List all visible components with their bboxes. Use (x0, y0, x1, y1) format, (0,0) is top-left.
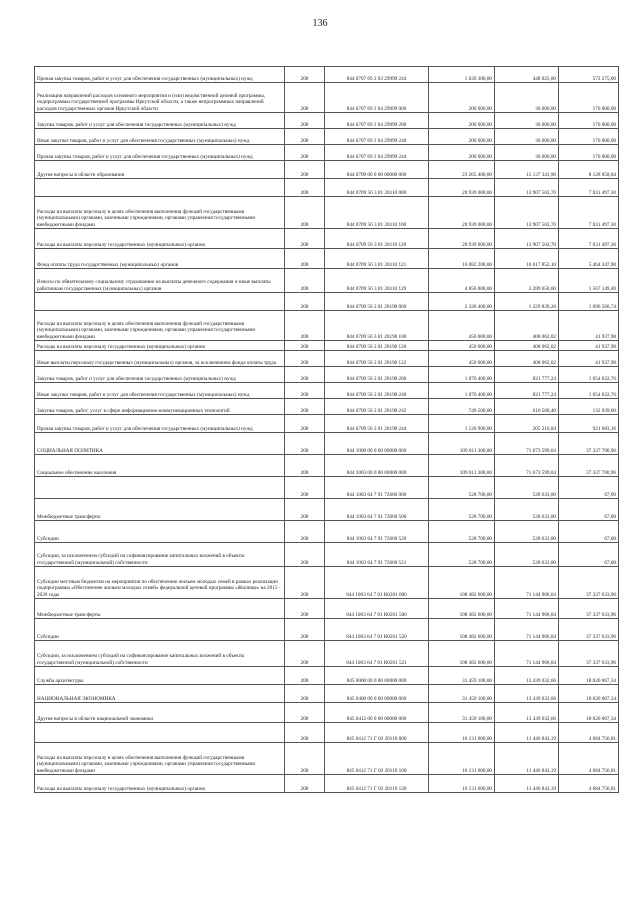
row-budget-code-cell: 844 1003 64 7 01 R0201 520 (325, 619, 429, 641)
row-unexecuted-amount-cell: 37 337 633,96 (559, 619, 619, 641)
row-admin-code-cell: 200 (285, 775, 325, 793)
row-executed-amount-cell: 448 025,00 (495, 67, 559, 83)
row-unexecuted-amount-cell: 67,00 (559, 477, 619, 499)
row-executed-amount-cell: 15 137 341,96 (495, 161, 559, 179)
table-row (35, 433, 619, 455)
row-admin-code-cell: 200 (285, 129, 325, 145)
row-executed-amount-cell: 11 446 843,19 (495, 723, 559, 743)
row-budget-code-cell: 844 1003 64 7 01 72660 000 (325, 477, 429, 499)
row-unexecuted-amount-cell: 7 031 497,30 (559, 229, 619, 249)
table-row (35, 249, 619, 269)
row-name-cell: Закупка товаров, работ, услуг в сфере информационно-коммуникационных технологий (35, 399, 285, 415)
row-admin-code-cell: 200 (285, 521, 325, 543)
row-unexecuted-amount-cell: 4 684 756,81 (559, 723, 619, 743)
row-budget-code-cell: 844 1003 64 7 01 R0201 000 (325, 567, 429, 599)
row-executed-amount-cell: 408 062,02 (495, 341, 559, 351)
table-row (35, 293, 619, 311)
row-approved-amount-cell: 108 482 600,00 (429, 567, 495, 599)
row-unexecuted-amount-cell: 7 031 497,30 (559, 179, 619, 197)
row-approved-amount-cell: 200 000,00 (429, 83, 495, 113)
row-approved-amount-cell: 108 482 600,00 (429, 641, 495, 667)
row-approved-amount-cell: 108 482 600,00 (429, 599, 495, 619)
row-unexecuted-amount-cell: 170 000,00 (559, 113, 619, 129)
row-name-cell: Фонд оплаты труда государственных (муниципальных) органов (35, 249, 285, 269)
table-row (35, 723, 619, 743)
table-row (35, 685, 619, 703)
row-admin-code-cell: 200 (285, 433, 325, 455)
row-budget-code-cell: 844 1003 64 7 01 72660 521 (325, 543, 429, 567)
row-name-cell: Субсидии (35, 619, 285, 641)
row-approved-amount-cell: 528 700,00 (429, 543, 495, 567)
table-row (35, 179, 619, 197)
row-approved-amount-cell: 1 876 400,00 (429, 367, 495, 383)
row-unexecuted-amount-cell: 170 000,00 (559, 145, 619, 161)
row-budget-code-cell: 844 0709 56 3 01 20190 240 (325, 383, 429, 399)
table-row (35, 67, 619, 83)
row-unexecuted-amount-cell: 572 275,00 (559, 67, 619, 83)
row-budget-code-cell: 845 0412 71 Г 02 20110 100 (325, 743, 429, 775)
row-approved-amount-cell: 31 459 100,00 (429, 703, 495, 723)
row-approved-amount-cell: 200 000,00 (429, 113, 495, 129)
row-unexecuted-amount-cell: 4 684 756,81 (559, 775, 619, 793)
row-approved-amount-cell: 2 326 400,00 (429, 293, 495, 311)
table-row (35, 197, 619, 229)
row-executed-amount-cell: 616 560,40 (495, 399, 559, 415)
row-name-cell (35, 293, 285, 311)
row-name-cell: Закупка товаров, работ и услуг для обеспечения государственных (муниципальных) нужд (35, 367, 285, 383)
row-admin-code-cell: 200 (285, 619, 325, 641)
table-row (35, 341, 619, 351)
row-unexecuted-amount-cell: 132 939,60 (559, 399, 619, 415)
row-admin-code-cell: 200 (285, 113, 325, 129)
table-row (35, 667, 619, 685)
row-unexecuted-amount-cell: 41 937,98 (559, 311, 619, 341)
row-name-cell (35, 477, 285, 499)
row-approved-amount-cell: 108 482 600,00 (429, 619, 495, 641)
table-row (35, 477, 619, 499)
row-budget-code-cell: 844 0709 00 0 00 00000 000 (325, 161, 429, 179)
row-admin-code-cell: 200 (285, 67, 325, 83)
row-name-cell: Прочая закупка товаров, работ и услуг для обеспечения государственных (муниципальных) нужд (35, 67, 285, 83)
row-budget-code-cell: 844 1000 00 0 00 00000 000 (325, 433, 429, 455)
row-name-cell: Субсидии местным бюджетам на мероприятия по обеспечению жильем молодых семей в рамках реализации подпрограммы «Обеспечение жильем молодых семей» федеральной целевой программы «Жилище» на 2015 - 2020 годы (35, 567, 285, 599)
table-row (35, 743, 619, 775)
row-name-cell: Расходы на выплаты персоналу в целях обеспечения выполнения функций государственными (муниципальными) органами, казенными учреждениями, органами управления государственными внебюджетными фондами (35, 743, 285, 775)
table-row (35, 703, 619, 723)
row-budget-code-cell: 844 0707 69 2 04 29999 200 (325, 113, 429, 129)
table-body (35, 67, 619, 793)
row-executed-amount-cell: 13 439 032,66 (495, 703, 559, 723)
row-executed-amount-cell: 13 907 502,70 (495, 229, 559, 249)
row-executed-amount-cell: 71 144 966,04 (495, 599, 559, 619)
row-admin-code-cell: 200 (285, 599, 325, 619)
row-admin-code-cell: 200 (285, 723, 325, 743)
row-name-cell: Взносы по обязательному социальному страхованию на выплаты денежного содержания и иные выплаты работникам государственных (муниципальных) органов (35, 269, 285, 293)
row-admin-code-cell: 200 (285, 641, 325, 667)
row-admin-code-cell: 200 (285, 399, 325, 415)
row-admin-code-cell: 200 (285, 179, 325, 197)
row-budget-code-cell: 844 0709 56 3 01 20110 000 (325, 179, 429, 197)
table-row (35, 415, 619, 433)
budget-execution-table (34, 66, 619, 793)
row-unexecuted-amount-cell: 18 020 067,34 (559, 667, 619, 685)
row-admin-code-cell: 200 (285, 229, 325, 249)
table-row (35, 543, 619, 567)
row-approved-amount-cell: 1 876 400,00 (429, 383, 495, 399)
row-executed-amount-cell: 13 907 502,70 (495, 179, 559, 197)
row-executed-amount-cell: 1 229 839,26 (495, 293, 559, 311)
row-approved-amount-cell: 31 459 100,00 (429, 667, 495, 685)
row-budget-code-cell: 844 0707 69 2 03 29999 244 (325, 67, 429, 83)
row-name-cell: Субсидии, за исключением субсидий на софинансирование капитальных вложений в объекты государственной (муниципальной) собственности (35, 543, 285, 567)
row-unexecuted-amount-cell: 37 337 633,96 (559, 641, 619, 667)
row-unexecuted-amount-cell: 4 684 756,81 (559, 743, 619, 775)
table-row (35, 775, 619, 793)
row-name-cell: Расходы на выплаты персоналу в целях обеспечения выполнения функций государственными (муниципальными) органами, казенными учреждениями, органами управления государственными внебюджетными фондами (35, 311, 285, 341)
row-name-cell: НАЦИОНАЛЬНАЯ ЭКОНОМИКА (35, 685, 285, 703)
row-approved-amount-cell: 16 131 600,00 (429, 723, 495, 743)
row-name-cell: Расходы на выплаты персоналу государственных (муниципальных) органов (35, 229, 285, 249)
row-executed-amount-cell: 205 216,84 (495, 415, 559, 433)
row-executed-amount-cell: 11 446 843,19 (495, 743, 559, 775)
row-admin-code-cell: 200 (285, 743, 325, 775)
row-executed-amount-cell: 13 907 502,70 (495, 197, 559, 229)
row-admin-code-cell: 200 (285, 415, 325, 433)
row-name-cell: Иные закупки товаров, работ и услуг для обеспечения государственных (муниципальных) нужд (35, 129, 285, 145)
row-budget-code-cell: 845 0000 00 0 00 00000 000 (325, 667, 429, 685)
row-name-cell: Иные закупки товаров, работ и услуг для обеспечения государственных (муниципальных) нужд (35, 383, 285, 399)
row-budget-code-cell: 844 1003 00 0 00 00000 000 (325, 455, 429, 477)
row-unexecuted-amount-cell: 37 337 700,96 (559, 455, 619, 477)
row-budget-code-cell: 844 0709 56 3 01 20190 200 (325, 367, 429, 383)
row-approved-amount-cell: 450 000,00 (429, 341, 495, 351)
table-row (35, 383, 619, 399)
row-executed-amount-cell: 3 289 650,60 (495, 269, 559, 293)
row-budget-code-cell: 844 0709 56 3 01 20190 122 (325, 351, 429, 367)
row-name-cell: Расходы на выплаты персоналу в целях обеспечения выполнения функций государственными (муниципальными) органами, казенными учреждениями, органами управления государственными внебюджетными фондами (35, 197, 285, 229)
row-unexecuted-amount-cell: 67,00 (559, 499, 619, 521)
row-budget-code-cell: 844 0709 56 3 01 20110 121 (325, 249, 429, 269)
row-admin-code-cell: 200 (285, 477, 325, 499)
row-approved-amount-cell: 31 459 100,00 (429, 685, 495, 703)
row-unexecuted-amount-cell: 37 337 633,96 (559, 567, 619, 599)
row-approved-amount-cell: 20 939 000,00 (429, 179, 495, 197)
row-admin-code-cell: 200 (285, 667, 325, 685)
table-row (35, 599, 619, 619)
row-name-cell: Служба архитектуры (35, 667, 285, 685)
row-budget-code-cell: 844 1003 64 7 01 72660 520 (325, 521, 429, 543)
row-admin-code-cell: 200 (285, 685, 325, 703)
table-row (35, 113, 619, 129)
row-name-cell: Закупка товаров, работ и услуг для обеспечения государственных (муниципальных) нужд (35, 113, 285, 129)
row-executed-amount-cell: 821 777,24 (495, 383, 559, 399)
row-budget-code-cell: 844 0709 56 3 01 20190 242 (325, 399, 429, 415)
row-budget-code-cell: 844 1003 64 7 01 R0201 500 (325, 599, 429, 619)
row-name-cell: Расходы на выплаты персоналу государственных (муниципальных) органов (35, 775, 285, 793)
row-executed-amount-cell: 528 633,00 (495, 477, 559, 499)
row-admin-code-cell: 200 (285, 351, 325, 367)
row-executed-amount-cell: 408 062,02 (495, 311, 559, 341)
row-executed-amount-cell: 30 000,00 (495, 129, 559, 145)
row-executed-amount-cell: 13 439 032,66 (495, 685, 559, 703)
row-executed-amount-cell: 13 439 032,66 (495, 667, 559, 685)
row-unexecuted-amount-cell: 37 337 633,96 (559, 599, 619, 619)
row-approved-amount-cell: 528 700,00 (429, 521, 495, 543)
row-approved-amount-cell: 20 939 000,00 (429, 197, 495, 229)
row-budget-code-cell: 844 0709 56 3 01 20110 120 (325, 229, 429, 249)
row-name-cell: СОЦИАЛЬНАЯ ПОЛИТИКА (35, 433, 285, 455)
table-row (35, 269, 619, 293)
row-unexecuted-amount-cell: 37 337 700,96 (559, 433, 619, 455)
row-executed-amount-cell: 71 144 966,04 (495, 641, 559, 667)
row-executed-amount-cell: 408 062,02 (495, 351, 559, 367)
row-approved-amount-cell: 528 700,00 (429, 499, 495, 521)
row-executed-amount-cell: 71 144 966,04 (495, 567, 559, 599)
row-unexecuted-amount-cell: 8 128 058,04 (559, 161, 619, 179)
row-executed-amount-cell: 30 000,00 (495, 145, 559, 161)
row-unexecuted-amount-cell: 7 031 497,30 (559, 197, 619, 229)
table-row (35, 161, 619, 179)
row-budget-code-cell: 844 1003 64 7 01 R0201 521 (325, 641, 429, 667)
row-unexecuted-amount-cell: 41 937,98 (559, 341, 619, 351)
row-admin-code-cell: 200 (285, 161, 325, 179)
table-row (35, 399, 619, 415)
row-approved-amount-cell: 16 131 600,00 (429, 743, 495, 775)
table-row (35, 351, 619, 367)
row-approved-amount-cell: 200 000,00 (429, 145, 495, 161)
row-executed-amount-cell: 30 000,00 (495, 83, 559, 113)
row-name-cell: Другие вопросы в области национальной экономики (35, 703, 285, 723)
row-budget-code-cell: 845 0400 00 0 00 00000 000 (325, 685, 429, 703)
table-row (35, 129, 619, 145)
row-name-cell: Социальное обеспечение населения (35, 455, 285, 477)
row-executed-amount-cell: 10 617 852,10 (495, 249, 559, 269)
row-unexecuted-amount-cell: 67,00 (559, 521, 619, 543)
row-budget-code-cell: 844 0707 69 2 04 29999 240 (325, 129, 429, 145)
row-name-cell: Реализация направлений расходов основного мероприятия и (или) ведомственной целевой программы, подпрограммы государственной программы Иркутской области, а также непрограммных направлений расходов государственных органов Иркутской области (35, 83, 285, 113)
row-admin-code-cell: 200 (285, 367, 325, 383)
row-admin-code-cell: 200 (285, 543, 325, 567)
row-unexecuted-amount-cell: 67,00 (559, 543, 619, 567)
row-unexecuted-amount-cell: 1 096 560,74 (559, 293, 619, 311)
table-row (35, 619, 619, 641)
row-name-cell: Субсидии (35, 521, 285, 543)
row-unexecuted-amount-cell: 1 054 622,76 (559, 367, 619, 383)
row-unexecuted-amount-cell: 921 683,16 (559, 415, 619, 433)
row-name-cell: Прочая закупка товаров, работ и услуг для обеспечения государственных (муниципальных) нужд (35, 415, 285, 433)
table-row (35, 567, 619, 599)
row-budget-code-cell: 845 0412 00 0 00 00000 000 (325, 703, 429, 723)
table-row (35, 311, 619, 341)
row-approved-amount-cell: 528 700,00 (429, 477, 495, 499)
row-budget-code-cell: 844 0709 56 3 01 20110 100 (325, 197, 429, 229)
row-name-cell: Иные выплаты персоналу государственных (муниципальных) органов, за исключением фонда оплаты труда (35, 351, 285, 367)
row-budget-code-cell: 844 0707 69 2 04 29999 244 (325, 145, 429, 161)
row-approved-amount-cell: 200 000,00 (429, 129, 495, 145)
row-name-cell (35, 723, 285, 743)
row-executed-amount-cell: 528 633,00 (495, 521, 559, 543)
row-unexecuted-amount-cell: 1 567 149,40 (559, 269, 619, 293)
row-admin-code-cell: 200 (285, 455, 325, 477)
row-executed-amount-cell: 528 633,00 (495, 543, 559, 567)
table-row (35, 229, 619, 249)
row-unexecuted-amount-cell: 170 000,00 (559, 83, 619, 113)
row-admin-code-cell: 200 (285, 499, 325, 521)
row-unexecuted-amount-cell: 5 464 347,90 (559, 249, 619, 269)
row-unexecuted-amount-cell: 170 000,00 (559, 129, 619, 145)
row-name-cell (35, 179, 285, 197)
row-approved-amount-cell: 1 126 900,00 (429, 415, 495, 433)
row-approved-amount-cell: 16 131 600,00 (429, 775, 495, 793)
row-executed-amount-cell: 821 777,24 (495, 367, 559, 383)
row-unexecuted-amount-cell: 1 054 622,76 (559, 383, 619, 399)
row-admin-code-cell: 200 (285, 269, 325, 293)
row-approved-amount-cell: 23 265 400,00 (429, 161, 495, 179)
table-row (35, 83, 619, 113)
row-approved-amount-cell: 450 000,00 (429, 311, 495, 341)
table-row (35, 367, 619, 383)
row-approved-amount-cell: 20 939 000,00 (429, 229, 495, 249)
row-name-cell: Субсидии, за исключением субсидий на софинансирование капитальных вложений в объекты государственной (муниципальной) собственности (35, 641, 285, 667)
row-approved-amount-cell: 749 500,00 (429, 399, 495, 415)
row-unexecuted-amount-cell: 18 020 067,34 (559, 703, 619, 723)
row-executed-amount-cell: 71 144 966,04 (495, 619, 559, 641)
row-budget-code-cell: 845 0412 71 Г 02 20110 120 (325, 775, 429, 793)
table-row (35, 499, 619, 521)
table-row (35, 145, 619, 161)
row-name-cell: Межбюджетные трансферты (35, 499, 285, 521)
row-executed-amount-cell: 11 446 843,19 (495, 775, 559, 793)
row-admin-code-cell: 200 (285, 311, 325, 341)
row-admin-code-cell: 200 (285, 567, 325, 599)
row-admin-code-cell: 200 (285, 197, 325, 229)
row-executed-amount-cell: 71 673 599,04 (495, 433, 559, 455)
row-budget-code-cell: 844 0709 56 3 01 20190 244 (325, 415, 429, 433)
row-admin-code-cell: 200 (285, 249, 325, 269)
row-admin-code-cell: 200 (285, 83, 325, 113)
row-name-cell: Межбюджетные трансферты (35, 599, 285, 619)
row-unexecuted-amount-cell: 41 937,98 (559, 351, 619, 367)
row-approved-amount-cell: 1 020 300,00 (429, 67, 495, 83)
row-name-cell: Другие вопросы в области образования (35, 161, 285, 179)
row-approved-amount-cell: 109 011 300,00 (429, 433, 495, 455)
row-admin-code-cell: 200 (285, 383, 325, 399)
page-number: 136 (312, 18, 328, 29)
row-budget-code-cell: 844 0707 69 2 04 29999 000 (325, 83, 429, 113)
row-budget-code-cell: 845 0412 71 Г 02 20110 000 (325, 723, 429, 743)
row-budget-code-cell: 844 0709 56 3 01 20190 100 (325, 311, 429, 341)
row-approved-amount-cell: 4 856 800,00 (429, 269, 495, 293)
row-budget-code-cell: 844 1003 64 7 01 72660 500 (325, 499, 429, 521)
table-row (35, 455, 619, 477)
row-budget-code-cell: 844 0709 56 3 01 20190 000 (325, 293, 429, 311)
row-admin-code-cell: 200 (285, 341, 325, 351)
row-name-cell: Прочая закупка товаров, работ и услуг для обеспечения государственных (муниципальных) нужд (35, 145, 285, 161)
row-name-cell: Расходы на выплаты персоналу государственных (муниципальных) органов (35, 341, 285, 351)
row-approved-amount-cell: 16 082 200,00 (429, 249, 495, 269)
row-executed-amount-cell: 71 673 599,04 (495, 455, 559, 477)
row-approved-amount-cell: 109 011 300,00 (429, 455, 495, 477)
row-admin-code-cell: 200 (285, 145, 325, 161)
row-executed-amount-cell: 30 000,00 (495, 113, 559, 129)
row-approved-amount-cell: 450 000,00 (429, 351, 495, 367)
table-row (35, 521, 619, 543)
row-budget-code-cell: 844 0709 56 3 01 20110 129 (325, 269, 429, 293)
row-executed-amount-cell: 528 633,00 (495, 499, 559, 521)
table-row (35, 641, 619, 667)
row-admin-code-cell: 200 (285, 703, 325, 723)
row-admin-code-cell: 200 (285, 293, 325, 311)
row-budget-code-cell: 844 0709 56 3 01 20190 120 (325, 341, 429, 351)
row-unexecuted-amount-cell: 18 020 067,34 (559, 685, 619, 703)
